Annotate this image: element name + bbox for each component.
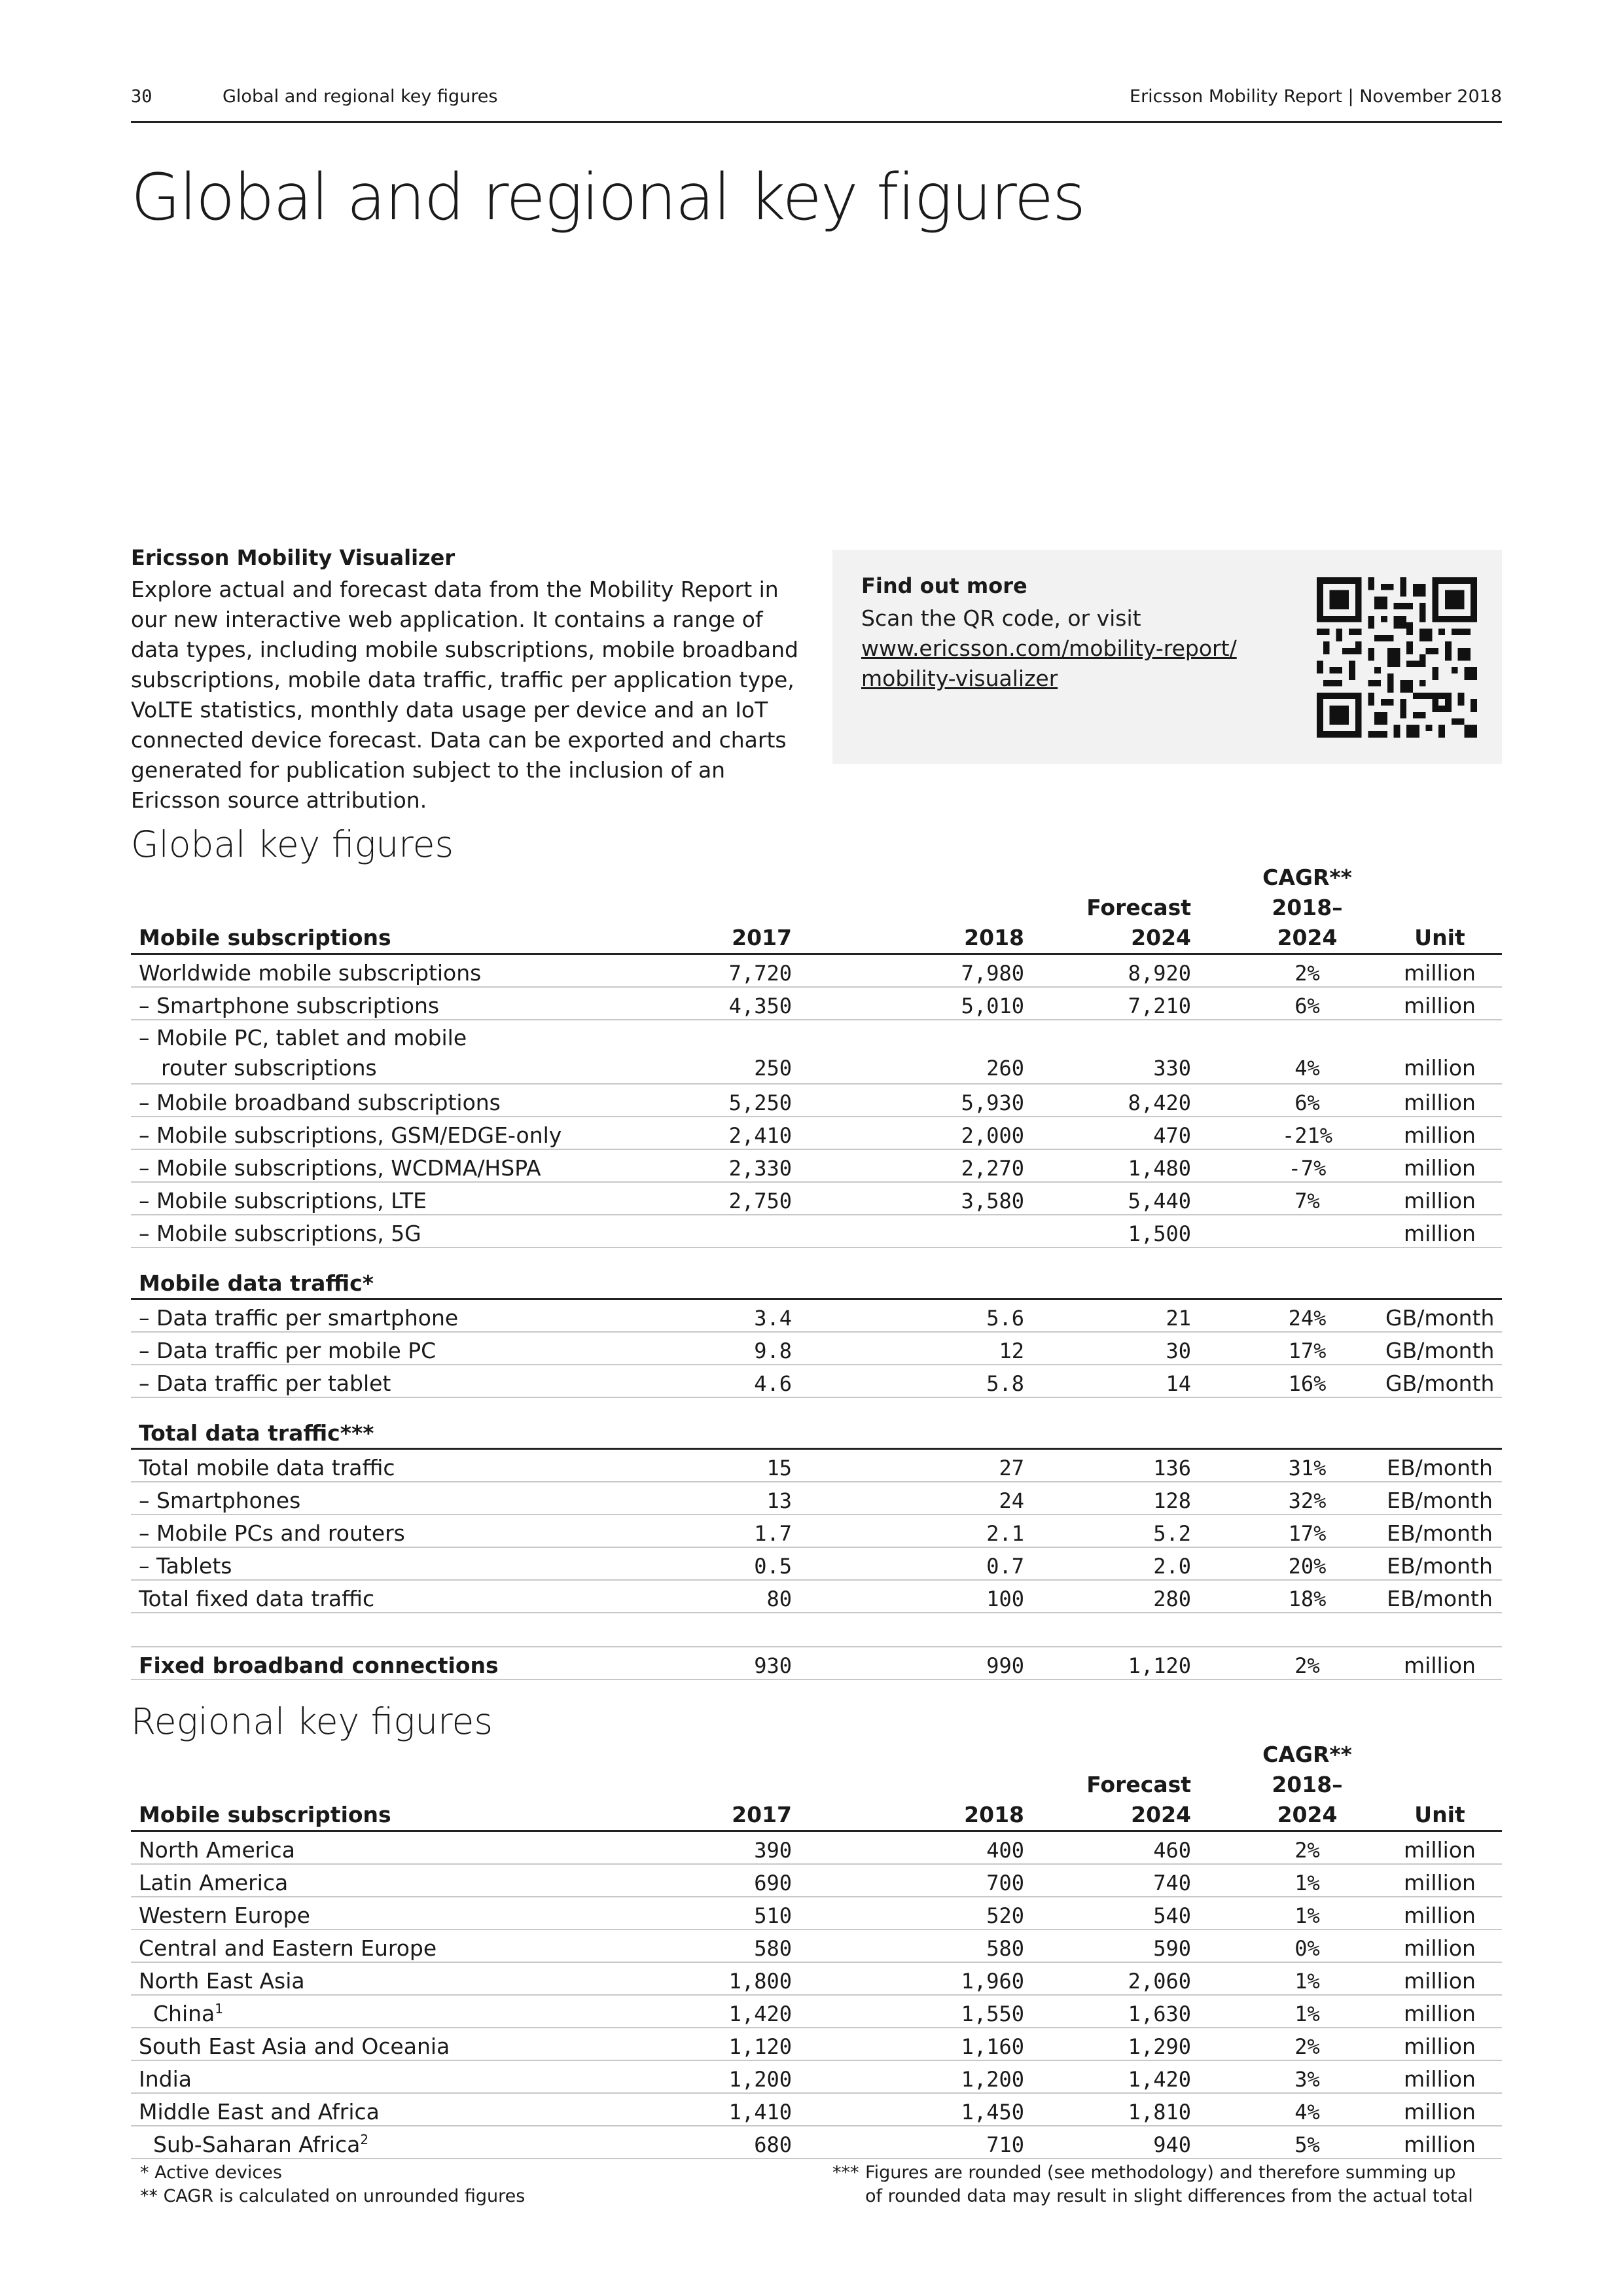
visualizer-link-line1[interactable]: www.ericsson.com/mobility-report/ [861,636,1237,661]
value-cagr: 24% [1237,1299,1378,1333]
value-2024-forecast: 590 [1054,1929,1237,1962]
value-2018: 100 [877,1580,1054,1613]
value-unit: GB/month [1378,1299,1502,1333]
value-cagr: 1% [1237,1995,1378,2028]
value-2018: 5.6 [877,1299,1054,1333]
value-2018: 2,000 [877,1117,1054,1149]
table-row [131,2028,1502,2060]
column-header-label: Mobile subscriptions [131,863,641,954]
value-2018 [877,1215,1054,1247]
value-unit: million [1378,1149,1502,1182]
row-label [131,1117,641,1149]
value-unit: million [1378,1831,1502,1865]
value-cagr: 2% [1237,1831,1378,1865]
row-label-text: – Mobile broadband subscriptions [139,1090,501,1115]
row-label [131,1831,641,1865]
column-header-unit: Unit [1378,1740,1502,1831]
row-label-text: – Mobile PCs and routers [139,1520,405,1546]
table-row [131,1897,1502,1929]
value-unit: million [1378,1647,1502,1679]
row-label [131,1515,641,1547]
table-row [131,1515,1502,1547]
row-label [131,1299,641,1333]
row-label [131,1580,641,1613]
row-label [131,1149,641,1182]
value-2024-forecast: 740 [1054,1864,1237,1897]
value-2024-forecast: 330 [1054,1020,1237,1084]
table-row [131,2060,1502,2093]
table-row [131,1332,1502,1365]
value-2024-forecast: 540 [1054,1897,1237,1929]
row-label [131,1332,641,1365]
table-row [131,1580,1502,1613]
row-label [131,1962,641,1995]
row-label-text: – Mobile subscriptions, LTE [139,1188,427,1213]
table-row [131,987,1502,1020]
column-header-2018: 2018 [877,863,1054,954]
table-header-row [131,863,1502,954]
value-2024-forecast: 280 [1054,1580,1237,1613]
value-unit: million [1378,2060,1502,2093]
table-row [131,1149,1502,1182]
visualizer-body: Explore actual and forecast data from the Mobility Report in our new interactive web application. It contains a range of data types, including mobile subscriptions, mobile broadband subscriptions, mobile data traffic, traffic per application type, VoLTE statistics, monthly data usage per device and an IoT connected device forecast. Data can be exported and charts generated for publication subject to the inclusion of an Ericsson source attribution. [131,577,798,813]
row-label [131,2028,641,2060]
header-publication: Ericsson Mobility Report | November 2018 [1130,86,1502,107]
row-label-text: – Data traffic per tablet [139,1371,391,1396]
value-2017: 9.8 [641,1332,877,1365]
column-header-2017: 2017 [641,1740,877,1831]
value-2018: 1,550 [877,1995,1054,2028]
row-label [131,2126,641,2159]
value-unit: million [1378,1864,1502,1897]
footnote-active-devices: * Active devices [140,2162,282,2183]
value-2017: 250 [641,1020,877,1084]
column-header-forecast [1054,1740,1237,1831]
value-cagr: 3% [1237,2060,1378,2093]
value-cagr: 1% [1237,1962,1378,1995]
value-unit: million [1378,1897,1502,1929]
value-cagr: -7% [1237,1149,1378,1182]
table-row [131,1182,1502,1215]
value-cagr: 5% [1237,2126,1378,2159]
footnote-rounded-mark: *** [832,2162,859,2183]
value-unit: EB/month [1378,1515,1502,1547]
value-2024-forecast: 7,210 [1054,987,1237,1020]
table-row [131,2093,1502,2126]
value-2017: 930 [641,1647,877,1679]
value-cagr: 7% [1237,1182,1378,1215]
value-2017: 15 [641,1449,877,1482]
table-row [131,1929,1502,1962]
table-row [131,1365,1502,1397]
row-label-text: Western Europe [139,1903,310,1928]
find-out-more-instruction: Scan the QR code, or visit [861,605,1141,631]
value-2018: 400 [877,1831,1054,1865]
table-row [131,1084,1502,1117]
value-2018: 5,010 [877,987,1054,1020]
value-2018: 0.7 [877,1547,1054,1580]
value-2024-forecast: 1,500 [1054,1215,1237,1247]
cagr-range: 2018–2024 [1272,1772,1343,1827]
row-label-text: – Mobile PC, tablet and mobile [139,1025,467,1050]
value-2018: 1,450 [877,2093,1054,2126]
value-2017: 510 [641,1897,877,1929]
forecast-year: 2024 [1131,1802,1191,1827]
find-out-more-heading: Find out more [861,573,1027,598]
value-cagr [1237,1215,1378,1247]
table-subheading [131,1397,1502,1449]
value-2018: 12 [877,1332,1054,1365]
value-2024-forecast: 8,920 [1054,954,1237,988]
column-header-label: Mobile subscriptions [131,1740,641,1831]
value-2017: 1.7 [641,1515,877,1547]
value-cagr: 4% [1237,2093,1378,2126]
row-label-continuation: router subscriptions [161,1055,377,1081]
value-2017: 5,250 [641,1084,877,1117]
row-label-text: India [139,2066,192,2092]
row-label-text: North East Asia [139,1968,305,1994]
column-header-cagr [1237,863,1378,954]
value-cagr: 1% [1237,1897,1378,1929]
regional-key-figures-table [131,1740,1502,2159]
row-label [131,1897,641,1929]
value-2018: 700 [877,1864,1054,1897]
value-2018: 710 [877,2126,1054,2159]
table-row [131,1449,1502,1482]
cagr-label: CAGR** [1262,1742,1352,1767]
value-unit: million [1378,2126,1502,2159]
value-unit: million [1378,1929,1502,1962]
find-out-more-text [861,603,1241,694]
row-label-text: – Mobile subscriptions, WCDMA/HSPA [139,1155,541,1181]
row-label [131,1215,641,1247]
value-cagr: 16% [1237,1365,1378,1397]
value-2018: 3,580 [877,1182,1054,1215]
table-row [131,1299,1502,1333]
value-2024-forecast: 5.2 [1054,1515,1237,1547]
value-unit: EB/month [1378,1482,1502,1515]
value-cagr: 32% [1237,1482,1378,1515]
value-unit: EB/month [1378,1547,1502,1580]
row-label [131,2093,641,2126]
column-header-2018: 2018 [877,1740,1054,1831]
column-header-forecast [1054,863,1237,954]
table-row [131,1831,1502,1865]
row-label [131,1020,641,1084]
row-label-text: – Mobile subscriptions, 5G [139,1221,421,1246]
value-cagr: 0% [1237,1929,1378,1962]
value-2018: 520 [877,1897,1054,1929]
value-2017: 1,800 [641,1962,877,1995]
forecast-label: Forecast [1086,1772,1191,1797]
regional-key-figures-title: Regional key figures [131,1700,493,1742]
value-2017: 3.4 [641,1299,877,1333]
table-row [131,1117,1502,1149]
table-row [131,2126,1502,2159]
header-section: Global and regional key figures [223,86,498,107]
footnote-rounded-line2: of rounded data may result in slight differences from the actual total [865,2186,1473,2206]
row-label-text: – Tablets [139,1553,232,1579]
value-2024-forecast: 5,440 [1054,1182,1237,1215]
column-header-cagr [1237,1740,1378,1831]
global-key-figures-table [131,863,1502,1680]
row-label [131,1929,641,1962]
value-2017: 690 [641,1864,877,1897]
value-unit: million [1378,2093,1502,2126]
value-2018: 990 [877,1647,1054,1679]
header-rule [131,121,1502,123]
value-cagr: 31% [1237,1449,1378,1482]
table-row [131,1020,1502,1084]
value-2024-forecast: 136 [1054,1449,1237,1482]
value-2017: 1,120 [641,2028,877,2060]
value-2018: 2.1 [877,1515,1054,1547]
value-unit: million [1378,2028,1502,2060]
value-unit: EB/month [1378,1580,1502,1613]
row-label [131,1449,641,1482]
qr-code-icon [1317,577,1477,738]
row-label-text: Worldwide mobile subscriptions [139,960,482,986]
value-2017 [641,1215,877,1247]
footnote-marker: 1 [215,2001,223,2017]
row-label-text: China [153,2001,215,2026]
row-label [131,954,641,988]
value-2018: 260 [877,1020,1054,1084]
table-row [131,1995,1502,2028]
value-2024-forecast: 30 [1054,1332,1237,1365]
row-label-text: Total fixed data traffic [139,1586,375,1611]
value-2024-forecast: 8,420 [1054,1084,1237,1117]
value-2018: 580 [877,1929,1054,1962]
value-2024-forecast: 1,290 [1054,2028,1237,2060]
value-2017: 80 [641,1580,877,1613]
table-subheading [131,1247,1502,1299]
value-2018: 1,960 [877,1962,1054,1995]
column-header-2017: 2017 [641,863,877,954]
row-label [131,1864,641,1897]
row-label [131,987,641,1020]
value-2018: 1,200 [877,2060,1054,2093]
value-2024-forecast: 2,060 [1054,1962,1237,1995]
value-2017: 2,410 [641,1117,877,1149]
footnote-marker: 2 [360,2132,369,2147]
value-2018: 5,930 [877,1084,1054,1117]
value-unit: million [1378,954,1502,988]
row-label [131,1182,641,1215]
total-data-traffic-heading: Total data traffic*** [131,1397,1502,1449]
value-2018: 24 [877,1482,1054,1515]
row-label-text: South East Asia and Oceania [139,2034,450,2059]
find-out-more-box [832,550,1502,764]
value-unit: EB/month [1378,1449,1502,1482]
value-2018: 7,980 [877,954,1054,988]
value-cagr: 18% [1237,1580,1378,1613]
value-2018: 2,270 [877,1149,1054,1182]
value-2017: 390 [641,1831,877,1865]
value-cagr: -21% [1237,1117,1378,1149]
visualizer-link[interactable] [861,634,1241,694]
value-2024-forecast: 470 [1054,1117,1237,1149]
value-cagr: 6% [1237,1084,1378,1117]
value-2017: 1,420 [641,1995,877,2028]
visualizer-link-line2[interactable]: mobility-visualizer [861,666,1058,691]
cagr-range: 2018–2024 [1272,895,1343,950]
value-cagr: 2% [1237,1647,1378,1679]
value-2024-forecast: 128 [1054,1482,1237,1515]
value-2024-forecast: 1,810 [1054,2093,1237,2126]
row-label-text: Latin America [139,1870,289,1895]
mobile-data-traffic-heading: Mobile data traffic* [131,1247,1502,1299]
forecast-label: Forecast [1086,895,1191,920]
row-label-text: – Data traffic per mobile PC [139,1338,437,1363]
table-header-row [131,1740,1502,1831]
table-row [131,1547,1502,1580]
value-unit: million [1378,987,1502,1020]
value-unit: million [1378,1962,1502,1995]
value-cagr: 2% [1237,954,1378,988]
page-title: Global and regional key figures [131,160,1085,235]
value-cagr: 17% [1237,1332,1378,1365]
value-cagr: 17% [1237,1515,1378,1547]
value-2024-forecast: 1,120 [1054,1647,1237,1679]
table-spacer-row [131,1613,1502,1647]
table-row [131,1962,1502,1995]
value-unit: million [1378,1020,1502,1084]
value-2017: 4.6 [641,1365,877,1397]
row-label-text: Sub-Saharan Africa [153,2132,361,2157]
row-label-text: – Mobile subscriptions, GSM/EDGE-only [139,1122,562,1148]
row-label [131,1084,641,1117]
row-label-text: North America [139,1837,295,1863]
value-unit: GB/month [1378,1365,1502,1397]
table-row [131,1215,1502,1247]
value-2024-forecast: 940 [1054,2126,1237,2159]
value-2024-forecast: 1,420 [1054,2060,1237,2093]
row-label-text: Central and Eastern Europe [139,1935,437,1961]
row-label-text: Fixed broadband connections [139,1653,499,1678]
value-2018: 27 [877,1449,1054,1482]
table-row [131,1482,1502,1515]
row-label-text: Total mobile data traffic [139,1455,395,1480]
row-label [131,1547,641,1580]
table-row [131,1647,1502,1679]
value-2017: 0.5 [641,1547,877,1580]
value-cagr: 4% [1237,1020,1378,1084]
footnote-cagr: ** CAGR is calculated on unrounded figures [140,2186,526,2206]
value-2024-forecast: 1,480 [1054,1149,1237,1182]
value-2018: 5.8 [877,1365,1054,1397]
value-unit: million [1378,1084,1502,1117]
value-cagr: 6% [1237,987,1378,1020]
value-2024-forecast: 1,630 [1054,1995,1237,2028]
value-unit: million [1378,1995,1502,2028]
visualizer-heading: Ericsson Mobility Visualizer [131,545,455,570]
row-label [131,1647,641,1679]
row-label-text: – Smartphone subscriptions [139,993,440,1018]
value-2017: 13 [641,1482,877,1515]
value-2017: 4,350 [641,987,877,1020]
row-label [131,1995,641,2028]
value-2024-forecast: 14 [1054,1365,1237,1397]
value-2017: 7,720 [641,954,877,988]
value-2018: 1,160 [877,2028,1054,2060]
value-unit: million [1378,1117,1502,1149]
value-2017: 2,330 [641,1149,877,1182]
table-row [131,954,1502,988]
value-unit: million [1378,1215,1502,1247]
column-header-unit: Unit [1378,863,1502,954]
value-2024-forecast: 460 [1054,1831,1237,1865]
value-2017: 1,410 [641,2093,877,2126]
value-2017: 580 [641,1929,877,1962]
value-2017: 680 [641,2126,877,2159]
page-number: 30 [131,86,152,107]
value-cagr: 1% [1237,1864,1378,1897]
row-label-text: – Data traffic per smartphone [139,1305,459,1331]
row-label-text: Middle East and Africa [139,2099,380,2125]
row-label [131,1482,641,1515]
footnote-rounded-line1: Figures are rounded (see methodology) and therefore summing up [865,2162,1456,2183]
value-cagr: 2% [1237,2028,1378,2060]
value-2017: 2,750 [641,1182,877,1215]
forecast-year: 2024 [1131,925,1191,950]
row-label [131,1365,641,1397]
value-2024-forecast: 21 [1054,1299,1237,1333]
row-label-text: – Smartphones [139,1488,301,1513]
cagr-label: CAGR** [1262,865,1352,890]
value-2024-forecast: 2.0 [1054,1547,1237,1580]
value-unit: million [1378,1182,1502,1215]
value-2017: 1,200 [641,2060,877,2093]
row-label [131,2060,641,2093]
value-unit: GB/month [1378,1332,1502,1365]
table-row [131,1864,1502,1897]
global-key-figures-title: Global key figures [131,823,454,865]
value-cagr: 20% [1237,1547,1378,1580]
